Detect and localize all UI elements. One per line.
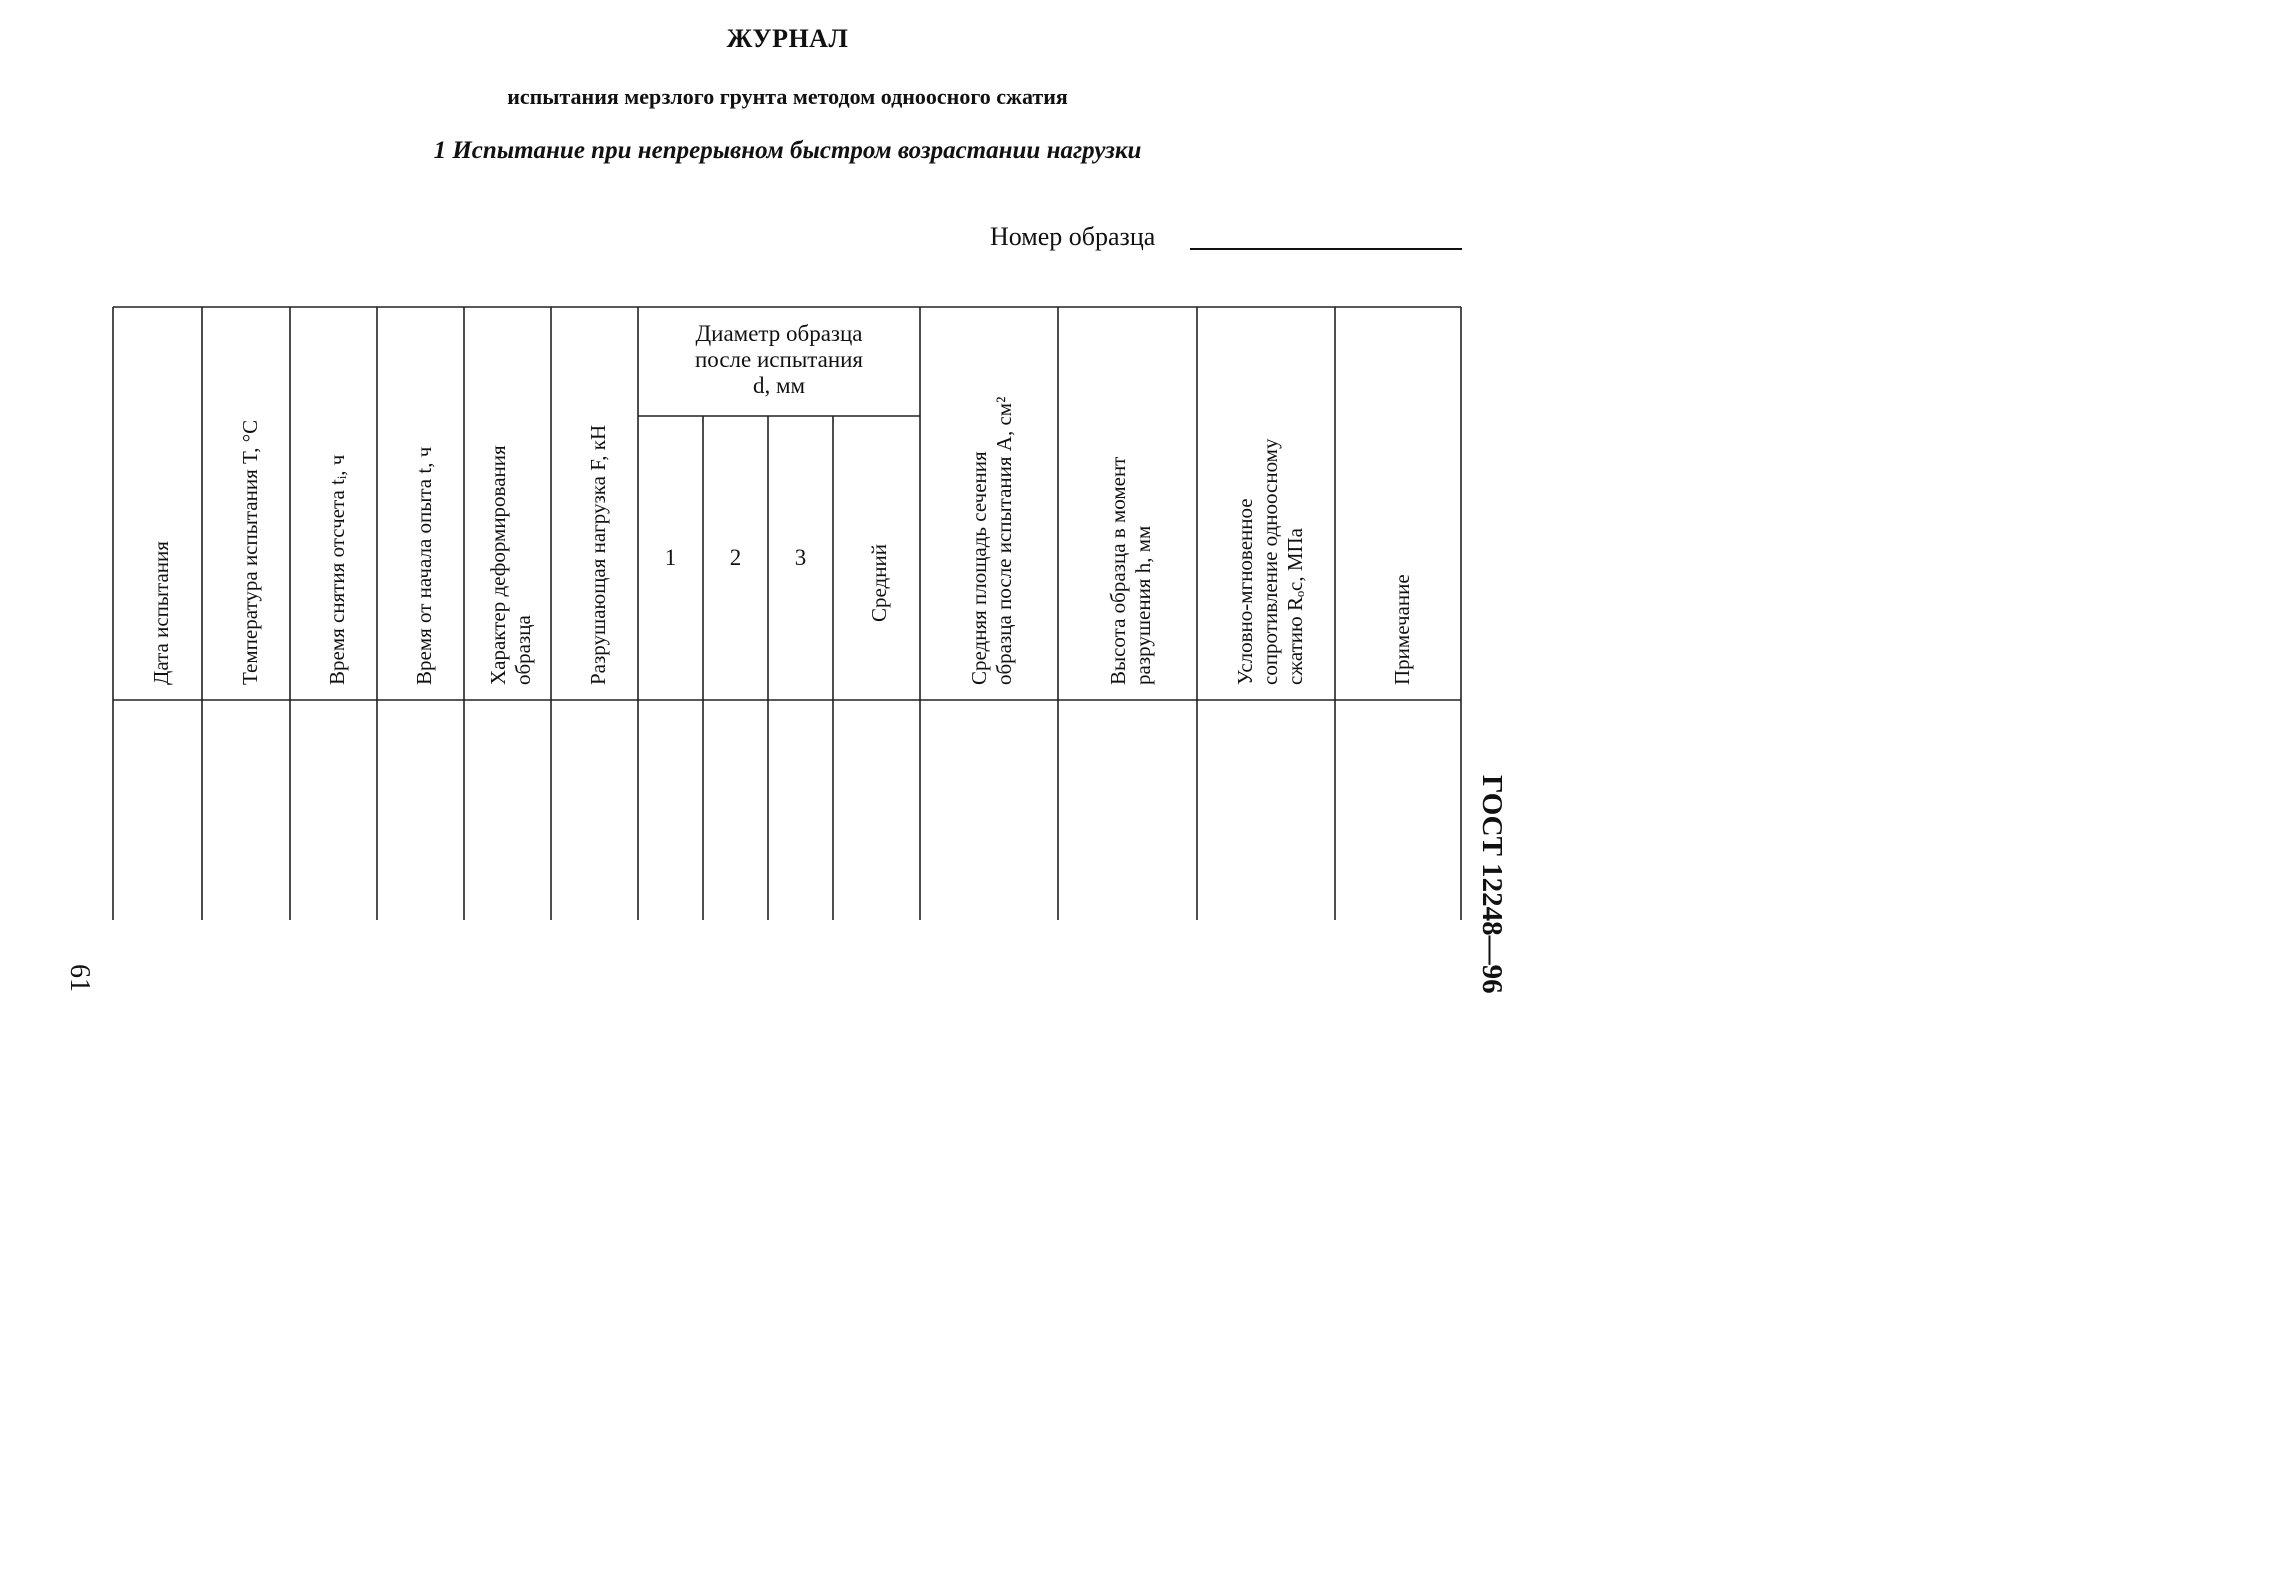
diameter-group-header — [638, 321, 920, 399]
column-header-5: Характер деформирования — [486, 445, 510, 685]
diameter-header-line: Диаметр образца — [695, 321, 863, 346]
column-header-1: Дата испытания — [148, 541, 173, 685]
column-header-5: образца — [511, 615, 535, 685]
column-header-9: сопротивление одноосному — [1257, 438, 1282, 685]
column-header-8: разрушения h, мм — [1131, 525, 1155, 685]
column-header-4: Время от начала опыта t, ч — [411, 446, 436, 685]
column-header-9: сжатию Rₒc, МПа — [1282, 528, 1307, 685]
diameter-sub-1: 1 — [664, 545, 677, 570]
column-header-7: Средняя площадь сечения — [967, 451, 991, 685]
section-heading: 1 Испытание при непрерывном быстром возрастании нагрузки — [433, 137, 1142, 164]
diameter-header-line: после испытания — [694, 347, 864, 372]
column-header-6: Разрушающая нагрузка F, кН — [585, 424, 610, 685]
column-header-10: Примечание — [1389, 574, 1414, 685]
diameter-header-line: d, мм — [752, 373, 806, 398]
side-gost-label: ГОСТ 12248—96 — [1476, 775, 1508, 994]
column-header-9: Условно-мгновенное — [1232, 498, 1257, 685]
column-header-3: Время снятия отсчета tᵢ, ч — [324, 454, 349, 685]
journal-title: ЖУРНАЛ — [726, 24, 849, 53]
column-header-7: образца после испытания A, см² — [992, 396, 1016, 685]
column-header-2: Температура испытания T, °С — [237, 419, 262, 685]
page-number: 61 — [64, 964, 95, 992]
journal-subtitle: испытания мерзлого грунта методом одноосного сжатия — [507, 84, 1068, 109]
diameter-sub-2: 2 — [729, 545, 742, 570]
sample-number-label: Номер образца — [990, 222, 1156, 251]
diameter-sub-3: 3 — [794, 545, 807, 570]
column-header-8: Высота образца в момент — [1106, 456, 1130, 685]
diameter-sub-average: Средний — [867, 544, 891, 622]
